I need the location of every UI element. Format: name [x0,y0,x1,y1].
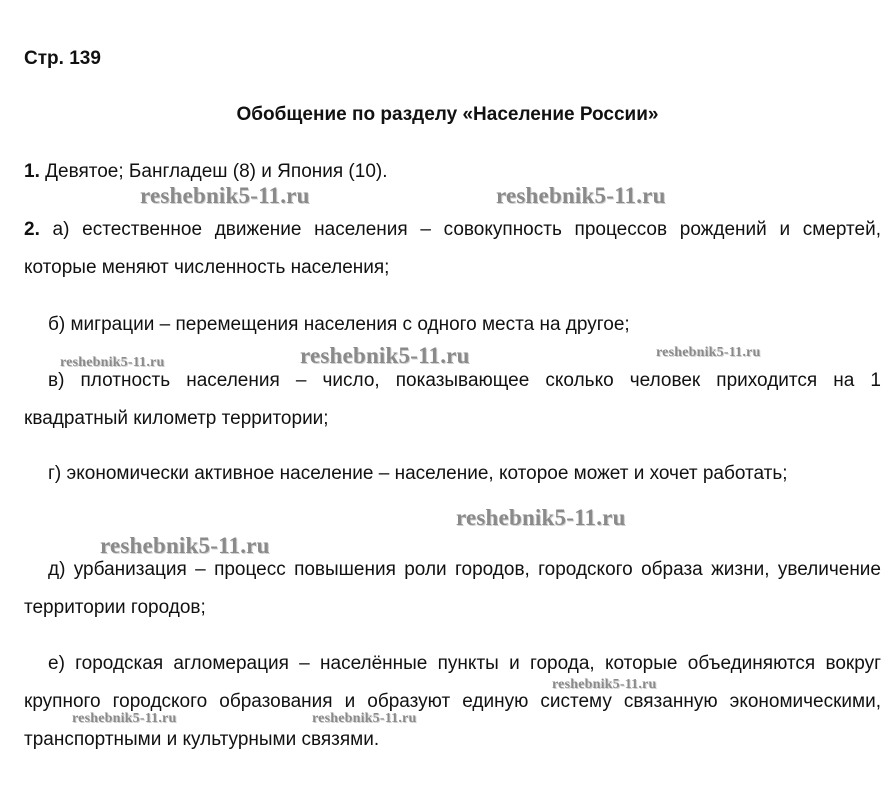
answer-2b: б) миграции – перемещения населения с одного места на другое; [48,314,630,335]
page-number: Стр. 139 [24,48,101,69]
answer-1-number: 1. [24,161,40,182]
answer-2v: в) плотность населения – число, показывающее сколько человек приходится на 1 квадратный километр территории; [24,370,881,429]
watermark: reshebnik5-11.ru [72,711,177,726]
answer-2-number: 2. [24,219,40,240]
watermark: reshebnik5-11.ru [140,183,310,208]
answer-2d: д) урбанизация – процесс повышения роли городов, городского образа жизни, увеличение территории городов; [24,559,881,618]
watermark: reshebnik5-11.ru [300,343,470,368]
watermark: reshebnik5-11.ru [496,183,666,208]
watermark: reshebnik5-11.ru [312,711,417,726]
answer-1-text: Девятое; Бангладеш (8) и Япония (10). [39,161,388,182]
answer-2a [24,211,881,287]
answer-2a-text: а) естественное движение населения – совокупность процессов рождений и смертей, которые меняют численность населения; [24,219,881,278]
section-title: Обобщение по разделу «Население России» [236,104,659,125]
watermark: reshebnik5-11.ru [656,345,761,360]
watermark: reshebnik5-11.ru [60,355,165,370]
watermark: reshebnik5-11.ru [100,533,270,558]
watermark: reshebnik5-11.ru [552,677,657,692]
answer-2e: е) городская агломерация – населённые пункты и города, которые объединяются вокруг крупного городского образования и образуют единую систему связанную экономическими, транспортными и культурными связями. [24,653,881,750]
watermark: reshebnik5-11.ru [456,505,626,530]
answer-2g: г) экономически активное население – население, которое может и хочет работать; [48,463,788,484]
